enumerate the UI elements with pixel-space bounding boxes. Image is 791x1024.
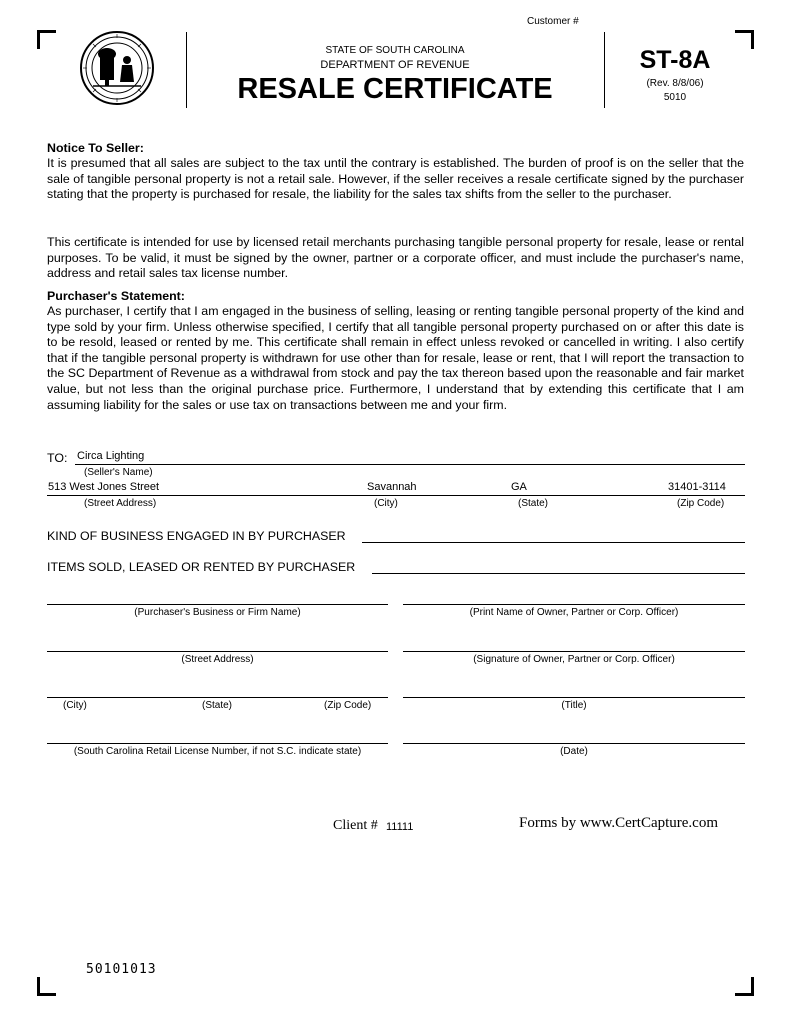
signature-line[interactable] [403, 651, 745, 652]
department-name: DEPARTMENT OF REVENUE [320, 59, 470, 71]
purchaser-zip-caption: (Zip Code) [324, 700, 372, 711]
license-number-caption: (South Carolina Retail License Number, if not S.C. indicate state) [73, 746, 362, 757]
state-seal-icon [79, 30, 155, 106]
seller-zip-value[interactable]: 31401-3114 [668, 481, 726, 493]
seller-street-value[interactable]: 513 West Jones Street [48, 481, 160, 493]
corner-mark-bottom-right [735, 977, 754, 996]
page-title: RESALE CERTIFICATE [237, 73, 553, 105]
seller-name-value[interactable]: Circa Lighting [77, 450, 145, 462]
statement-heading: Purchaser's Statement: [47, 289, 185, 303]
license-number-line[interactable] [47, 743, 388, 744]
items-sold-line[interactable] [372, 573, 745, 574]
purchaser-city-state-zip-line[interactable] [47, 697, 388, 698]
revision-date: (Rev. 8/8/06) [646, 78, 704, 89]
notice-paragraph-1: It is presumed that all sales are subject to the tax until the contrary is established. The burden of proof is on the seller that the sale of tangible personal property is not a retail sale. However, if the seller receives a resale certificate signed by the purchaser stating that the property is purchased for resale, the liability for the sales tax shifts from the seller to the purchaser. [47, 156, 744, 202]
seller-zip-caption: (Zip Code) [677, 498, 725, 509]
seller-city-value[interactable]: Savannah [367, 481, 417, 493]
notice-paragraph-2: This certificate is intended for use by licensed retail merchants purchasing tangible personal property for resale, lease or rental purposes. To be valid, it must be signed by the owner, partner or a corporate officer, and must include the purchaser's name, address and retail sales tax license number. [47, 235, 744, 281]
purchaser-street-line[interactable] [47, 651, 388, 652]
seller-address-line [47, 495, 745, 496]
seller-state-caption: (State) [518, 498, 549, 509]
firm-name-line[interactable] [47, 604, 388, 605]
statement-paragraph: As purchaser, I certify that I am engaged in the business of selling, leasing or renting tangible personal property of the kind and type sold by your firm. Unless otherwise specified, I certify that all tangible personal property purchased on or after this date is to be resold, leased or rented by me. This certificate shall remain in effect unless revoked or cancelled in writing. I also certify that if the tangible personal property is withdrawn for use other than for resale, lease or rent, that I will report the transaction to the SC Department of Revenue as a withdrawal from stock and pay the tax thereon based upon the reasonable and fair market value, but not less than the original purchase price. Furthermore, I understand that by extending this certificate that I am assuming liability for the sales or use tax on transactions between me and your firm. [47, 304, 744, 412]
owner-name-line[interactable] [403, 604, 745, 605]
seller-city-caption: (City) [374, 498, 398, 509]
title-line[interactable] [403, 697, 745, 698]
business-kind-label: KIND OF BUSINESS ENGAGED IN BY PURCHASER [47, 529, 346, 543]
client-number: 11111 [386, 821, 414, 833]
title-caption: (Title) [561, 700, 587, 711]
firm-name-caption: (Purchaser's Business or Firm Name) [134, 607, 301, 618]
seller-name-caption: (Seller's Name) [84, 467, 153, 478]
purchaser-city-caption: (City) [63, 700, 87, 711]
form-code: 5010 [663, 92, 687, 103]
date-caption: (Date) [560, 746, 588, 757]
business-kind-line[interactable] [362, 542, 745, 543]
seller-name-line [75, 464, 745, 465]
signature-caption: (Signature of Owner, Partner or Corp. Officer) [473, 654, 675, 665]
owner-name-caption: (Print Name of Owner, Partner or Corp. Officer) [469, 607, 679, 618]
purchaser-state-caption: (State) [202, 700, 233, 711]
seller-street-caption: (Street Address) [84, 498, 157, 509]
form-number: ST-8A [639, 46, 711, 74]
client-label: Client # [333, 818, 378, 833]
items-sold-label: ITEMS SOLD, LEASED OR RENTED BY PURCHASER [47, 560, 356, 574]
state-name: STATE OF SOUTH CAROLINA [325, 45, 465, 56]
customer-number-label: Customer # [527, 16, 579, 27]
barcode-number: 50101013 [86, 962, 157, 977]
seller-state-value[interactable]: GA [511, 481, 527, 493]
corner-mark-top-left [37, 30, 56, 49]
date-line[interactable] [403, 743, 745, 744]
purchaser-street-caption: (Street Address) [181, 654, 254, 665]
to-label: TO: [47, 451, 68, 465]
corner-mark-bottom-left [37, 977, 56, 996]
notice-heading: Notice To Seller: [47, 141, 144, 155]
forms-by-credit: Forms by www.CertCapture.com [519, 815, 718, 831]
